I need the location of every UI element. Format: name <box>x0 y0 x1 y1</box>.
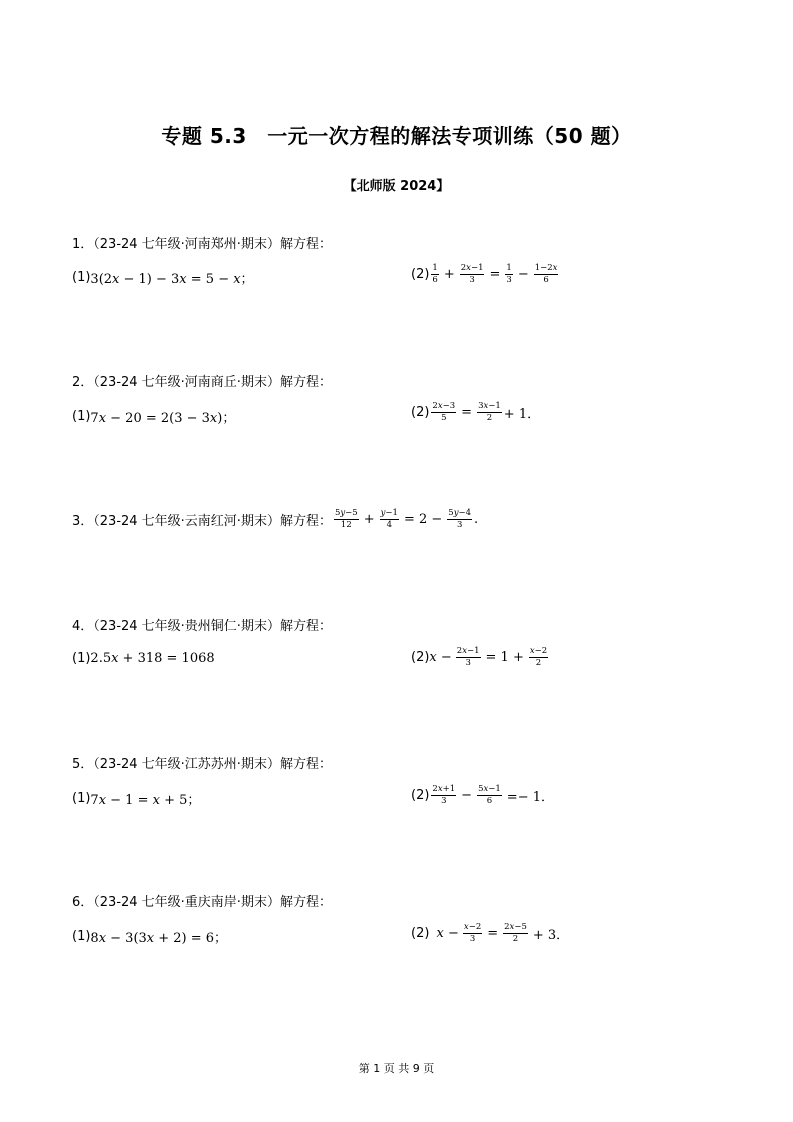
fraction <box>447 509 472 530</box>
q6-part-1 <box>72 927 227 946</box>
equation: 7𝑥 − 20 = 2(3 − 3𝑥)； <box>90 411 236 426</box>
denominator: 4 <box>386 519 392 530</box>
q6-part-2 <box>411 923 569 944</box>
part-label: (2) <box>411 404 430 420</box>
denominator: 5 <box>441 412 447 423</box>
page-footer: 第 1 页 共 9 页 <box>358 1062 435 1075</box>
fraction <box>477 785 502 806</box>
equation-middle: = 2 − <box>403 511 443 527</box>
numerator: 1−2𝑥 <box>534 263 558 273</box>
numerator: 𝑦−1 <box>380 508 398 518</box>
equation-tail: =− 1． <box>506 789 554 805</box>
q5-part-2 <box>411 785 554 806</box>
q1-part-2 <box>411 264 560 285</box>
equation: 2.5𝑥 + 318 = 1068 <box>90 651 215 666</box>
operator: = <box>461 404 473 420</box>
fraction <box>460 264 485 285</box>
equation-tail: . <box>474 511 479 527</box>
fraction <box>529 647 548 668</box>
denominator: 3 <box>469 274 475 285</box>
numerator: 5𝑥−1 <box>478 784 501 794</box>
operator: = <box>489 266 501 282</box>
denominator: 6 <box>486 795 493 806</box>
fraction <box>463 923 482 944</box>
fraction <box>431 785 456 806</box>
question-3 <box>72 509 478 530</box>
denominator: 2 <box>486 412 493 423</box>
fraction <box>431 402 456 423</box>
fraction <box>505 264 512 285</box>
question-3-header: 3．（23-24 七年级·云南红河·期末）解方程： <box>72 513 332 529</box>
question-1-header: 1．（23-24 七年级·河南郑州·期末）解方程： <box>72 237 332 252</box>
page-subtitle: 【北师版 2024】 <box>343 179 450 194</box>
fraction <box>534 264 559 285</box>
fraction <box>456 647 481 668</box>
denominator: 3 <box>456 519 463 530</box>
question-2-header: 2．（23-24 七年级·河南商丘·期末）解方程： <box>72 375 332 390</box>
part-label: (2) <box>411 649 430 665</box>
numerator: 2𝑥−3 <box>432 401 456 411</box>
q1-part-1 <box>72 268 254 287</box>
numerator: 𝑥−2 <box>529 646 548 656</box>
denominator: 3 <box>469 933 476 944</box>
denominator: 2 <box>535 657 542 668</box>
question-4-header: 4．（23-24 七年级·贵州铜仁·期末）解方程： <box>72 619 332 634</box>
q4-part-1 <box>72 651 215 666</box>
fraction <box>431 264 438 285</box>
fraction <box>503 923 528 944</box>
equation: 8𝑥 − 3(3𝑥 + 2) = 6； <box>90 931 228 946</box>
part-label: (1) <box>72 791 91 806</box>
operator: + <box>363 511 375 527</box>
page-title: 专题 5.3 一元一次方程的解法专项训练（50 题） <box>161 124 632 148</box>
equation-tail: + 3． <box>532 927 570 943</box>
q4-part-2 <box>411 647 550 668</box>
equation: 3(2𝑥 − 1) − 3𝑥 = 5 − 𝑥； <box>90 272 254 287</box>
part-label: (1) <box>72 929 91 944</box>
operator: − <box>461 787 473 803</box>
denominator: 6 <box>432 274 438 285</box>
part-label: (2) <box>411 787 430 803</box>
operator: − <box>517 266 529 282</box>
question-5-header: 5．（23-24 七年级·江苏苏州·期末）解方程： <box>72 757 332 772</box>
numerator: 5𝑦−5 <box>334 508 358 518</box>
q2-part-2 <box>411 402 540 423</box>
equation-tail: + 1． <box>503 406 541 422</box>
denominator: 6 <box>543 274 549 285</box>
numerator: 2𝑥−1 <box>456 646 480 656</box>
numerator: 1 <box>506 263 512 273</box>
part-label: (2) <box>411 266 430 282</box>
fraction <box>380 509 399 530</box>
numerator: 2𝑥−5 <box>504 922 527 932</box>
equation-middle: = 1 + <box>485 649 524 665</box>
numerator: 2𝑥−1 <box>460 263 484 273</box>
equation-head: 𝑥 − <box>436 925 459 941</box>
operator: + <box>443 266 455 282</box>
part-label: (1) <box>72 409 91 424</box>
fraction <box>477 402 502 423</box>
denominator: 12 <box>340 519 352 530</box>
part-label: (1) <box>72 651 91 666</box>
q5-part-1 <box>72 789 200 808</box>
numerator: 5𝑦−4 <box>448 508 472 518</box>
numerator: 1 <box>432 263 438 273</box>
operator: = <box>487 925 499 941</box>
denominator: 3 <box>506 274 512 285</box>
numerator: 𝑥−2 <box>463 922 482 932</box>
denominator: 3 <box>465 657 471 668</box>
equation: 7𝑥 − 1 = 𝑥 + 5； <box>90 793 201 808</box>
numerator: 2𝑥+1 <box>432 784 456 794</box>
numerator: 3𝑥−1 <box>478 401 501 411</box>
q2-part-1 <box>72 407 235 426</box>
denominator: 2 <box>512 933 519 944</box>
part-label: (2) <box>411 925 434 941</box>
denominator: 3 <box>441 795 447 806</box>
part-label: (1) <box>72 270 91 285</box>
fraction <box>334 509 359 530</box>
question-6-header: 6．（23-24 七年级·重庆南岸·期末）解方程： <box>72 895 332 910</box>
equation-head: 𝑥 − <box>429 649 452 665</box>
